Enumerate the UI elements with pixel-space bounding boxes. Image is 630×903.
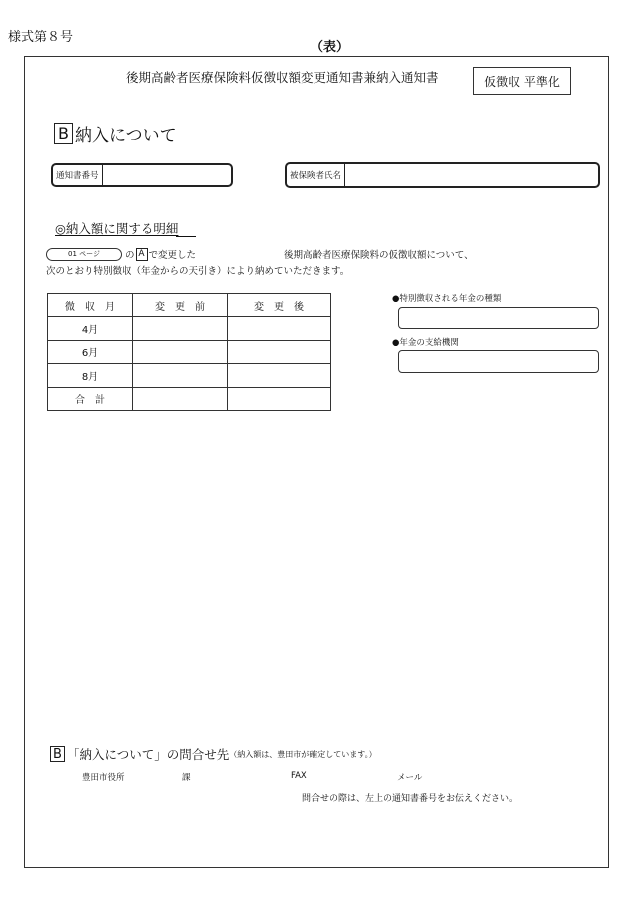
pension-type-label: ●特別徴収される年金の種類 [392,294,502,304]
header-after-change: 変 更 後 [228,294,331,317]
page-reference-pill: 01 ページ [46,248,122,261]
header-collection-month: 微 収 月 [48,294,133,317]
ref-prefix: の [125,250,135,261]
insured-name-value[interactable] [345,164,598,186]
row-month: 4月 [48,317,133,340]
inquiry-note: （納入額は、豊田市が確定しています。） [229,749,377,759]
contact-section: 課 [182,773,191,783]
row-before [133,340,228,363]
inquiry-letter-box: B [50,746,65,762]
header-before-change: 変 更 前 [133,294,228,317]
pension-institution-label: ●年金の支給機関 [392,338,459,348]
contact-fax: FAX [291,771,307,781]
insured-name-label: 被保険者氏名 [287,164,345,186]
details-line-2: 次のとおり特別徴収（年金からの天引き）により納めていただきます。 [46,266,350,277]
notice-number-value[interactable] [103,165,231,185]
table-total-row [48,387,331,410]
row-month: 8月 [48,364,133,387]
row-total-before [133,387,228,410]
row-total-after [228,387,331,410]
row-after [228,317,331,340]
row-after [228,340,331,363]
section-heading [54,121,177,146]
row-after [228,364,331,387]
inquiry-heading [50,745,377,763]
details-line-1 [46,247,196,261]
details-heading-text: ◎納入額に関する明細 [55,221,179,236]
row-month: 6月 [48,340,133,363]
collection-type-badge: 仮徴収 平準化 [473,67,571,95]
notice-number-label: 通知書番号 [53,165,103,185]
details-line-1-right: 後期高齢者医療保険料の仮徴収額について、 [284,250,474,261]
table-row [48,340,331,363]
details-heading [55,219,196,237]
section-title: 納入について [75,126,177,146]
page-face-label: （表） [310,40,350,55]
insured-name-field[interactable] [285,162,600,188]
table-row [48,317,331,340]
table-header-row [48,294,331,317]
table-row [48,364,331,387]
amount-table [47,293,331,411]
contact-office: 豊田市役所 [82,773,125,783]
row-before [133,364,228,387]
ref-suffix: で変更した [148,250,197,261]
row-total-label: 合 計 [48,387,133,410]
ref-letter-box: A [136,248,148,261]
row-before [133,317,228,340]
document-title: 後期高齢者医療保険料仮徴収額変更通知書兼納入通知書 [126,70,439,85]
inquiry-closing-note: 問合せの際は、左上の通知書番号をお伝えください。 [302,794,519,804]
form-number: 様式第８号 [8,30,74,45]
contact-mail: メール [397,773,423,783]
inquiry-title: 「納入について」の問合せ先 [67,747,230,762]
pension-institution-box [398,350,599,373]
section-letter-box: B [54,123,73,144]
pension-type-box [398,307,599,329]
heading-underline [176,224,196,237]
notice-number-field[interactable] [51,163,233,187]
